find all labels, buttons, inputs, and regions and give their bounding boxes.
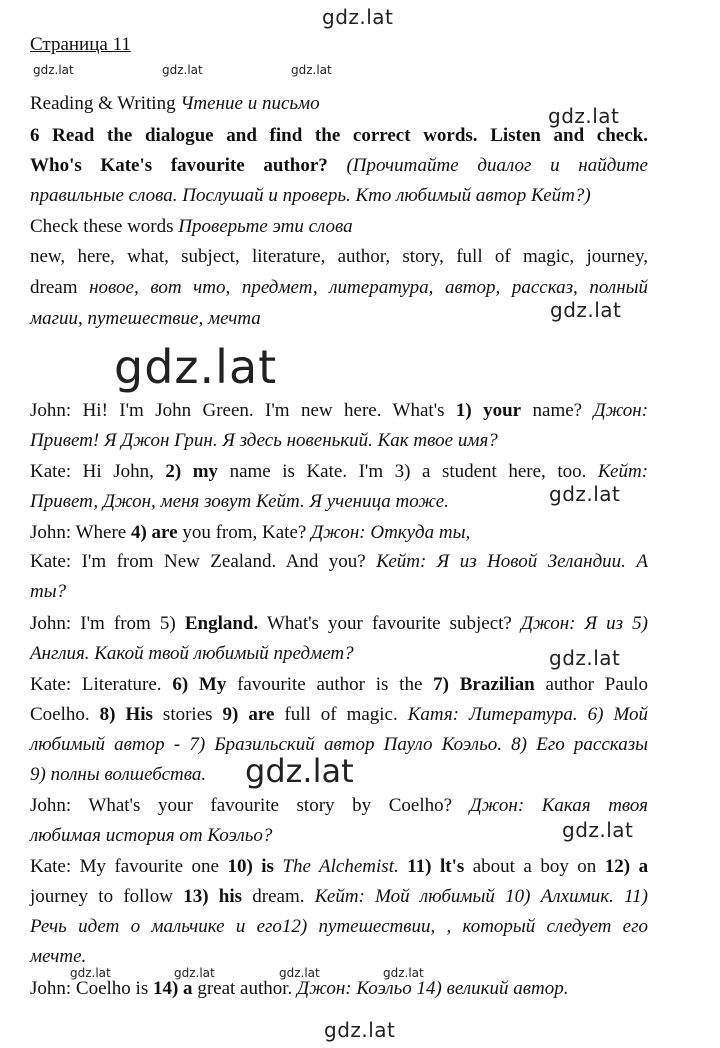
answer: England. <box>184 613 259 634</box>
dialogue-text: favourite author is the <box>237 674 423 695</box>
dialogue-line <box>30 944 86 970</box>
translation: Джон: Я из 5) <box>520 613 648 634</box>
translation: Кейт: Я из Новой Зеландии. А <box>376 551 648 572</box>
dialogue-text: John: Hi! I'm John Green. I'm new here. What's <box>30 400 445 421</box>
watermark-small: gdz.lat <box>174 966 215 980</box>
watermark-small: gdz.lat <box>33 63 74 77</box>
dialogue-line <box>30 823 272 849</box>
translation: Джон: Какая твоя <box>469 795 649 816</box>
dialogue-text: great author. <box>197 978 293 999</box>
dialogue-text: name? <box>532 400 583 421</box>
answer: 10) is <box>227 856 274 877</box>
task-translation: (Прочитайте диалог и найдите <box>346 155 648 176</box>
watermark-top: gdz.lat <box>322 5 394 29</box>
answer: 8) His <box>99 704 153 725</box>
dialogue-line <box>30 641 354 667</box>
answer: 1) your <box>455 400 522 421</box>
watermark: gdz.lat <box>562 818 634 842</box>
dialogue-line <box>30 914 648 940</box>
dialogue-line <box>30 489 449 515</box>
watermark: gdz.lat <box>548 104 620 128</box>
dialogue-line <box>30 579 66 605</box>
vocab-list: new, here, what, subject, literature, author, story, full of magic, journey, <box>30 246 648 267</box>
dialogue-text: about a boy on <box>472 856 597 877</box>
watermark-small: gdz.lat <box>291 63 332 77</box>
vocab-line <box>30 306 261 332</box>
dialogue-line <box>30 793 648 819</box>
vocab-line <box>30 244 648 270</box>
dialogue-line <box>30 672 648 698</box>
translation: Речь идет о мальчике и его12) путешествии, , который следует его <box>30 916 648 937</box>
dialogue-line <box>30 854 648 880</box>
dialogue-line <box>30 702 648 728</box>
answer: 11) lt's <box>407 856 465 877</box>
answer: 2) my <box>165 461 219 482</box>
section-title-en: Reading & Writing <box>30 93 176 114</box>
check-words-heading <box>30 214 353 240</box>
translation: Кейт: <box>597 461 649 482</box>
dialogue-line <box>30 611 648 637</box>
dialogue-text: Coelho. <box>30 704 90 725</box>
dialogue-line <box>30 459 648 485</box>
dialogue-text: What's your favourite subject? <box>266 613 512 634</box>
translation: Джон: Коэльо 14) великий автор. <box>297 978 569 999</box>
check-words-en: Check these words <box>30 216 174 237</box>
translation: Привет! Я Джон Грин. Я здесь новенький. Как твое имя? <box>30 430 498 451</box>
task-line <box>30 123 648 149</box>
translation: 9) полны волшебства. <box>30 764 207 785</box>
watermark-small: gdz.lat <box>383 966 424 980</box>
section-heading <box>30 91 320 117</box>
dialogue-text: journey to follow <box>30 886 173 907</box>
answer: 6) My <box>172 674 227 695</box>
answer: 13) his <box>183 886 243 907</box>
watermark: gdz.lat <box>550 298 622 322</box>
vocab-line <box>30 275 648 301</box>
answer: 7) Brazilian <box>433 674 535 695</box>
dialogue-text: you from, Kate? <box>182 522 307 543</box>
watermark: gdz.lat <box>549 646 621 670</box>
answer: 14) a <box>152 978 193 999</box>
translation: Катя: Литература. 6) Мой <box>407 704 649 725</box>
task-line <box>30 183 591 209</box>
task-instruction: 6 Read the dialogue and find the correct words. Listen and check. <box>30 125 648 146</box>
translation: любимый автор - 7) Бразильский автор Пауло Коэльо. 8) Его рассказы <box>30 734 648 755</box>
dialogue-line <box>30 428 498 454</box>
dialogue-text: name is Kate. I'm 3) a student here, too. <box>229 461 587 482</box>
answer: 9) are <box>222 704 275 725</box>
watermark-large: gdz.lat <box>114 340 278 394</box>
answer: 4) are <box>130 522 178 543</box>
dialogue-text: Kate: My favourite one <box>30 856 219 877</box>
dialogue-line <box>30 732 648 758</box>
task-line <box>30 153 648 179</box>
dialogue-text: John: Coelho is <box>30 978 149 999</box>
task-question: Who's Kate's favourite author? <box>30 155 328 176</box>
dialogue-line <box>30 884 648 910</box>
dialogue-line <box>30 976 568 1002</box>
book-title: The Alchemist. <box>282 856 399 877</box>
dialogue-text: stories <box>162 704 213 725</box>
dialogue-line <box>30 762 206 788</box>
translation: Джон: <box>593 400 649 421</box>
translation: любимая история от Коэльо? <box>30 825 273 846</box>
watermark-bottom: gdz.lat <box>324 1018 396 1042</box>
page-label <box>30 32 131 58</box>
dialogue-line <box>30 549 648 575</box>
answer: 12) a <box>604 856 649 877</box>
vocab-translation: магии, путешествие, мечта <box>30 308 261 329</box>
watermark-medium: gdz.lat <box>245 752 354 790</box>
dialogue-line <box>30 520 470 546</box>
dialogue-text: Kate: Literature. <box>30 674 162 695</box>
watermark-small: gdz.lat <box>70 966 111 980</box>
translation: Джон: Откуда ты, <box>311 522 471 543</box>
translation: Англия. Какой твой любимый предмет? <box>30 643 354 664</box>
translation: Кейт: Мой любимый 10) Алхимик. 11) <box>314 886 648 907</box>
vocab-translation: новое, вот что, предмет, литература, автор, рассказ, полный <box>89 277 648 298</box>
dialogue-text: John: What's your favourite story by Coelho? <box>30 795 453 816</box>
check-words-ru: Проверьте эти слова <box>178 216 353 237</box>
dialogue-text: Kate: I'm from New Zealand. And you? <box>30 551 366 572</box>
page-number: Страница 11 <box>30 34 131 55</box>
dialogue-text: Kate: Hi John, <box>30 461 154 482</box>
dialogue-text: John: I'm from 5) <box>30 613 176 634</box>
task-translation: правильные слова. Послушай и проверь. Кто любимый автор Кейт?) <box>30 185 591 206</box>
dialogue-text: author Paulo <box>545 674 649 695</box>
dialogue-text: John: Where <box>30 522 127 543</box>
translation: ты? <box>30 581 67 602</box>
watermark-small: gdz.lat <box>279 966 320 980</box>
watermark: gdz.lat <box>549 482 621 506</box>
dialogue-text: full of magic. <box>284 704 398 725</box>
vocab-list: dream <box>30 277 78 298</box>
dialogue-text: dream. <box>252 886 305 907</box>
dialogue-line <box>30 398 648 424</box>
translation: мечте. <box>30 946 87 967</box>
watermark-small: gdz.lat <box>162 63 203 77</box>
section-title-ru: Чтение и письмо <box>180 93 320 114</box>
translation: Привет, Джон, меня зовут Кейт. Я ученица тоже. <box>30 491 449 512</box>
